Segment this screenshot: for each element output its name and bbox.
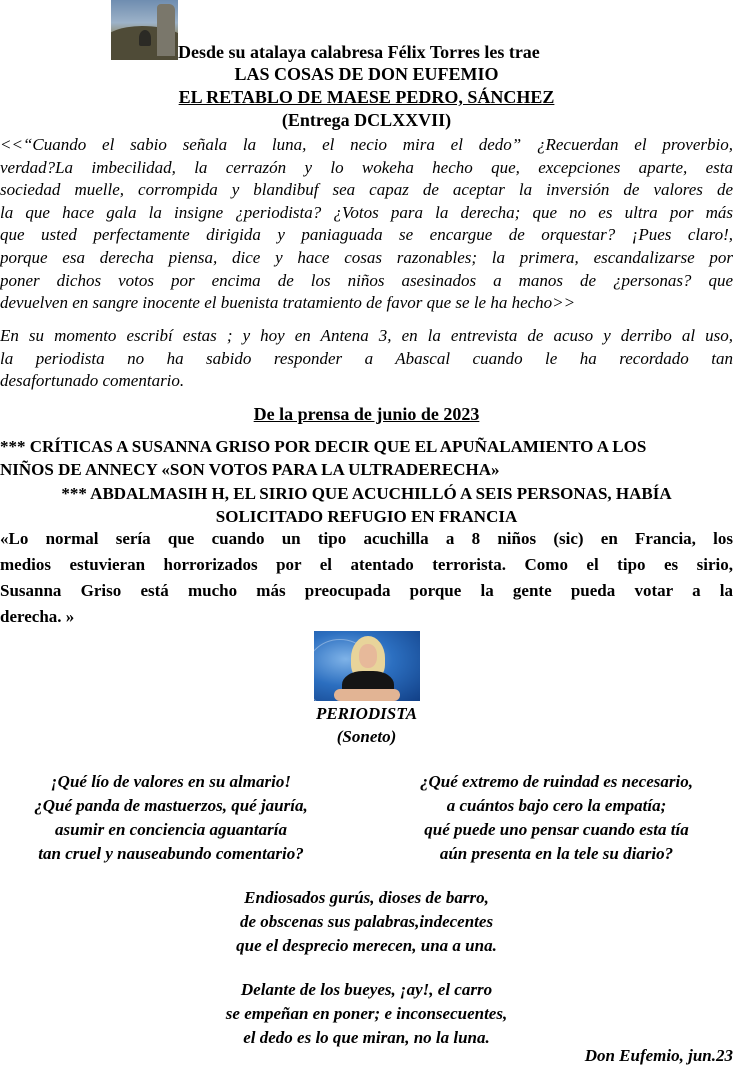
comment-paragraph: En su momento escribí estas ; y hoy en Antena 3, en la entrevista de acuso y derribo al uso, la periodista no ha sabido responder a Abascal cuando le ha recordado tan desafortunado comentario. <box>0 326 733 391</box>
poem-subtitle: (Soneto) <box>336 727 397 746</box>
journalist-photo <box>314 631 420 701</box>
series-title: LAS COSAS DE DON EUFEMIO <box>234 64 499 84</box>
press-headline-1: *** CRÍTICAS A SUSANNA GRISO POR DECIR QUE EL APUÑALAMIENTO A LOS NIÑOS DE ANNECY «SON VOTOS PARA LA ULTRADERECHA» <box>0 437 647 479</box>
article-title: EL RETABLO DE MAESE PEDRO, SÁNCHEZ <box>178 87 555 107</box>
poem-stanza-4: Delante de los bueyes, ¡ay!, el carro se empeñan en poner; e inconsecuentes, el dedo es lo que miran, no la luna. <box>225 980 508 1047</box>
entry-number: (Entrega DCLXXVII) <box>281 110 452 130</box>
press-quote: «Lo normal sería que cuando un tipo acuchilla a 8 niños (sic) en Francia, los medios estuvieran horrorizados por el atentado terrorista. Como el tipo es sirio, Susanna Griso está mucho más preocupada porque la gente pueda votar a la derecha. » <box>0 529 733 626</box>
poem-stanza-3: Endiosados gurús, dioses de barro, de obscenas sus palabras,indecentes que el desprecio merecen, una a una. <box>236 888 497 955</box>
poem-stanza-1: ¡Qué lío de valores en su almario! ¿Qué panda de mastuerzos, qué jauría, asumir en conciencia aguantaría tan cruel y nauseabundo comentario? <box>34 772 308 863</box>
press-heading: De la prensa de junio de 2023 <box>253 404 480 424</box>
quote-paragraph: <<“Cuando el sabio señala la luna, el necio mira el dedo” ¿Recuerdan el proverbio, verdad?La imbecilidad, la cerrazón y lo wokeha hecho que, excepciones aparte, esta sociedad muelle, corrompida y blandibuf sea capaz de aceptar la inversión de valores de la que hace gala la insigne ¿periodista? ¿Votos para la derecha; que no es ultra por más que usted perfectamente dirigida y paniaguada se encargue de orquestar? ¡Pues claro!, porque esa derecha piensa, dice y hace cosas razonables; la primera, escandalizarse por poner dichos votos por encima de los niños asesinados a manos de ¿personas? que devuelven en sangre inocente el buenista tratamiento de favor que se le ha hecho>> <box>0 135 733 313</box>
signature: Don Eufemio, jun.23 <box>584 1046 733 1065</box>
poem-title: PERIODISTA <box>315 704 418 723</box>
press-headline-2: *** ABDALMASIH H, EL SIRIO QUE ACUCHILLÓ A SEIS PERSONAS, HABÍA SOLICITADO REFUGIO EN FRANCIA <box>61 484 672 526</box>
author-photo <box>111 0 178 60</box>
poem-stanza-2: ¿Qué extremo de ruindad es necesario, a cuántos bajo cero la empatía; qué puede uno pensar cuando esta tía aún presenta en la tele su diario? <box>420 772 693 863</box>
header-intro: Desde su atalaya calabresa Félix Torres les trae <box>178 42 540 62</box>
